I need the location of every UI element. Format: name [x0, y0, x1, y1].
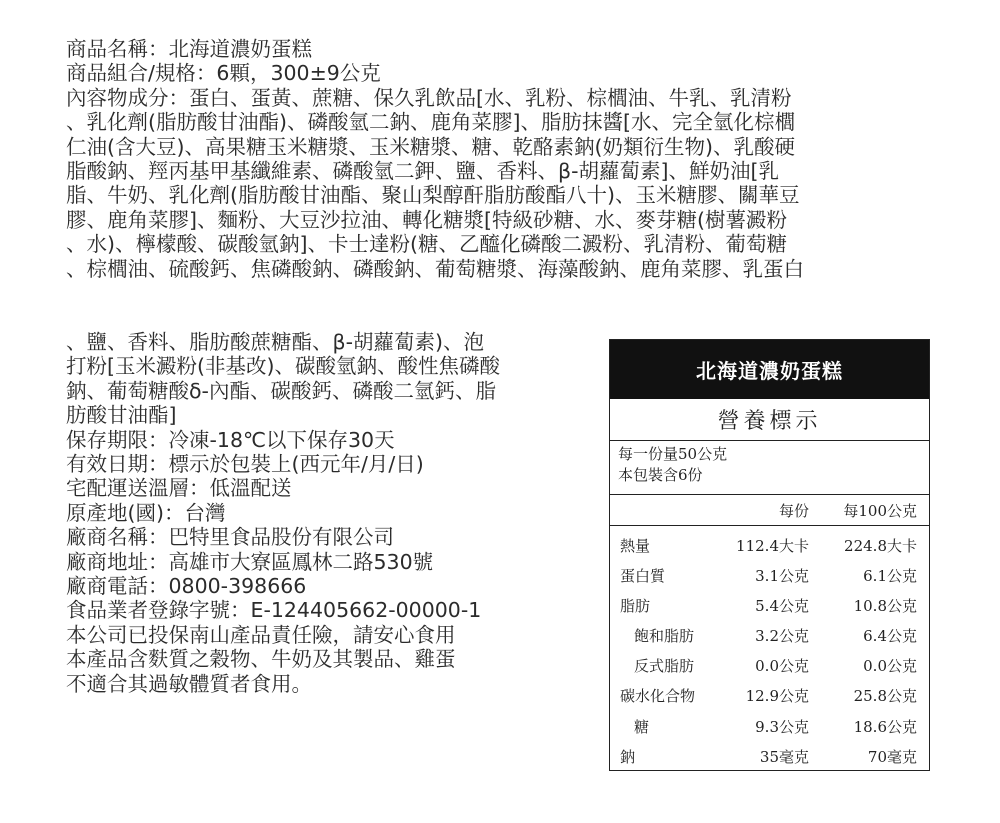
nutrient-per-100g: 224.8大卡: [844, 537, 917, 555]
nutrition-row: [610, 530, 929, 560]
description-bottom-line: 宅配運送溫層：低溫配送: [66, 476, 292, 501]
nutrient-per-serving: 112.4大卡: [736, 537, 809, 555]
nutrition-column-headers: [610, 495, 929, 526]
description-bottom-line: 、鹽、香料、脂肪酸蔗糖酯、β-胡蘿蔔素)、泡: [66, 330, 484, 354]
description-top-line: 、水)、檸檬酸、碳酸氫鈉]、卡士達粉(糖、乙醯化磷酸二澱粉、乳清粉、葡萄糖: [66, 232, 787, 257]
description-bottom-line: 肪酸甘油酯]: [66, 403, 177, 428]
nutrient-per-serving: 35毫克: [759, 747, 809, 766]
description-top-line: 膠、鹿角菜膠]、麵粉、大豆沙拉油、轉化糖漿[特級砂糖、水、麥芽糖(樹薯澱粉: [66, 207, 787, 232]
nutrition-rows: [610, 530, 929, 771]
nutrient-per-100g: 18.6公克: [853, 717, 917, 736]
description-top-line: 仁油(含大豆)、高果糖玉米糖漿、玉米糖漿、糖、乾酪素鈉(奶類衍生物)、乳酸硬: [66, 134, 795, 159]
description-bottom-line: 保存期限：冷凍-18℃以下保存30天: [66, 427, 395, 452]
nutrient-per-100g: 6.4公克: [863, 627, 917, 646]
nutrient-per-serving: 5.4公克: [755, 597, 809, 616]
nutrient-label: 脂肪: [620, 597, 651, 616]
nutrient-label: 反式脂肪: [634, 657, 695, 676]
product-description-bottom: [66, 330, 606, 696]
nutrient-per-100g: 25.8公克: [853, 687, 917, 706]
description-bottom-line: 打粉[玉米澱粉(非基改)、碳酸氫鈉、酸性焦磷酸: [66, 354, 500, 379]
description-bottom-line: 有效日期：標示於包裝上(西元年/月/日): [66, 452, 424, 477]
col-per-100g: 每100公克: [843, 502, 917, 520]
nutrition-row: [610, 620, 929, 650]
nutrient-per-serving: 3.2公克: [755, 627, 809, 646]
description-top-line: 脂、牛奶、乳化劑(脂肪酸甘油酯、聚山梨醇酐脂肪酸酯八十)、玉米糖膠、關華豆: [66, 183, 800, 208]
serving-size: 每一份量50公克: [618, 445, 728, 463]
description-top-line: 商品組合/規格：6顆，300±9公克: [66, 61, 381, 86]
nutrient-label: 飽和脂肪: [634, 627, 695, 646]
description-top-line: 、棕櫚油、硫酸鈣、焦磷酸鈉、磷酸鈉、葡萄糖漿、海藻酸鈉、鹿角菜膠、乳蛋白: [66, 256, 804, 281]
nutrient-per-serving: 0.0公克: [755, 657, 809, 676]
nutrition-facts-panel: [609, 339, 930, 771]
nutrient-per-serving: 3.1公克: [755, 567, 809, 586]
description-top-line: 、乳化劑(脂肪酸甘油酯)、磷酸氫二鈉、鹿角菜膠]、脂肪抹醬[水、完全氫化棕櫚: [66, 110, 795, 135]
description-bottom-line: 食品業者登錄字號：E-124405662-00000-1: [66, 598, 482, 623]
description-bottom-line: 鈉、葡萄糖酸δ-內酯、碳酸鈣、磷酸二氫鈣、脂: [66, 378, 496, 403]
nutrient-label: 糖: [634, 717, 650, 736]
nutrition-row: [610, 650, 929, 680]
nutrition-row: [610, 711, 929, 741]
nutrition-row: [610, 741, 929, 771]
description-bottom-line: 廠商電話：0800-398666: [66, 574, 307, 599]
nutrition-row: [610, 680, 929, 710]
description-top-line: 內容物成分：蛋白、蛋黃、蔗糖、保久乳飲品[水、乳粉、棕櫚油、牛乳、乳清粉: [66, 85, 792, 110]
nutrition-row: [610, 560, 929, 590]
nutrient-per-serving: 9.3公克: [755, 717, 809, 736]
description-bottom-line: 廠商名稱：巴特里食品股份有限公司: [66, 525, 394, 550]
description-top-line: 脂酸鈉、羥丙基甲基纖維素、磷酸氫二鉀、鹽、香料、β-胡蘿蔔素]、鮮奶油[乳: [66, 159, 779, 184]
description-bottom-line: 不適合其過敏體質者食用。: [66, 671, 312, 696]
nutrition-serving-info: [610, 441, 929, 495]
nutrient-per-100g: 6.1公克: [863, 567, 917, 586]
description-bottom-line: 本產品含麩質之穀物、牛奶及其製品、雞蛋: [66, 647, 456, 672]
nutrition-title: 營養標示: [610, 399, 929, 441]
nutrient-per-100g: 0.0公克: [863, 657, 917, 676]
description-top-line: 商品名稱：北海道濃奶蛋糕: [66, 37, 312, 61]
nutrient-per-100g: 70毫克: [867, 747, 917, 766]
nutrient-label: 蛋白質: [620, 567, 666, 586]
nutrition-row: [610, 590, 929, 620]
description-bottom-line: 廠商地址：高雄市大寮區鳳林二路530號: [66, 549, 434, 574]
nutrient-label: 鈉: [620, 747, 636, 766]
product-description-top: [66, 37, 946, 281]
nutrient-label: 熱量: [620, 537, 651, 555]
description-bottom-line: 原產地(國)：台灣: [66, 500, 226, 525]
servings-per-pack: 本包裝含6份: [618, 466, 703, 484]
nutrient-per-serving: 12.9公克: [745, 687, 809, 706]
nutrient-label: 碳水化合物: [620, 687, 696, 706]
description-bottom-line: 本公司已投保南山產品責任險，請安心食用: [66, 622, 456, 647]
nutrition-product-name: 北海道濃奶蛋糕: [610, 340, 929, 399]
col-per-serving: 每份: [778, 502, 809, 520]
nutrient-per-100g: 10.8公克: [853, 597, 917, 616]
